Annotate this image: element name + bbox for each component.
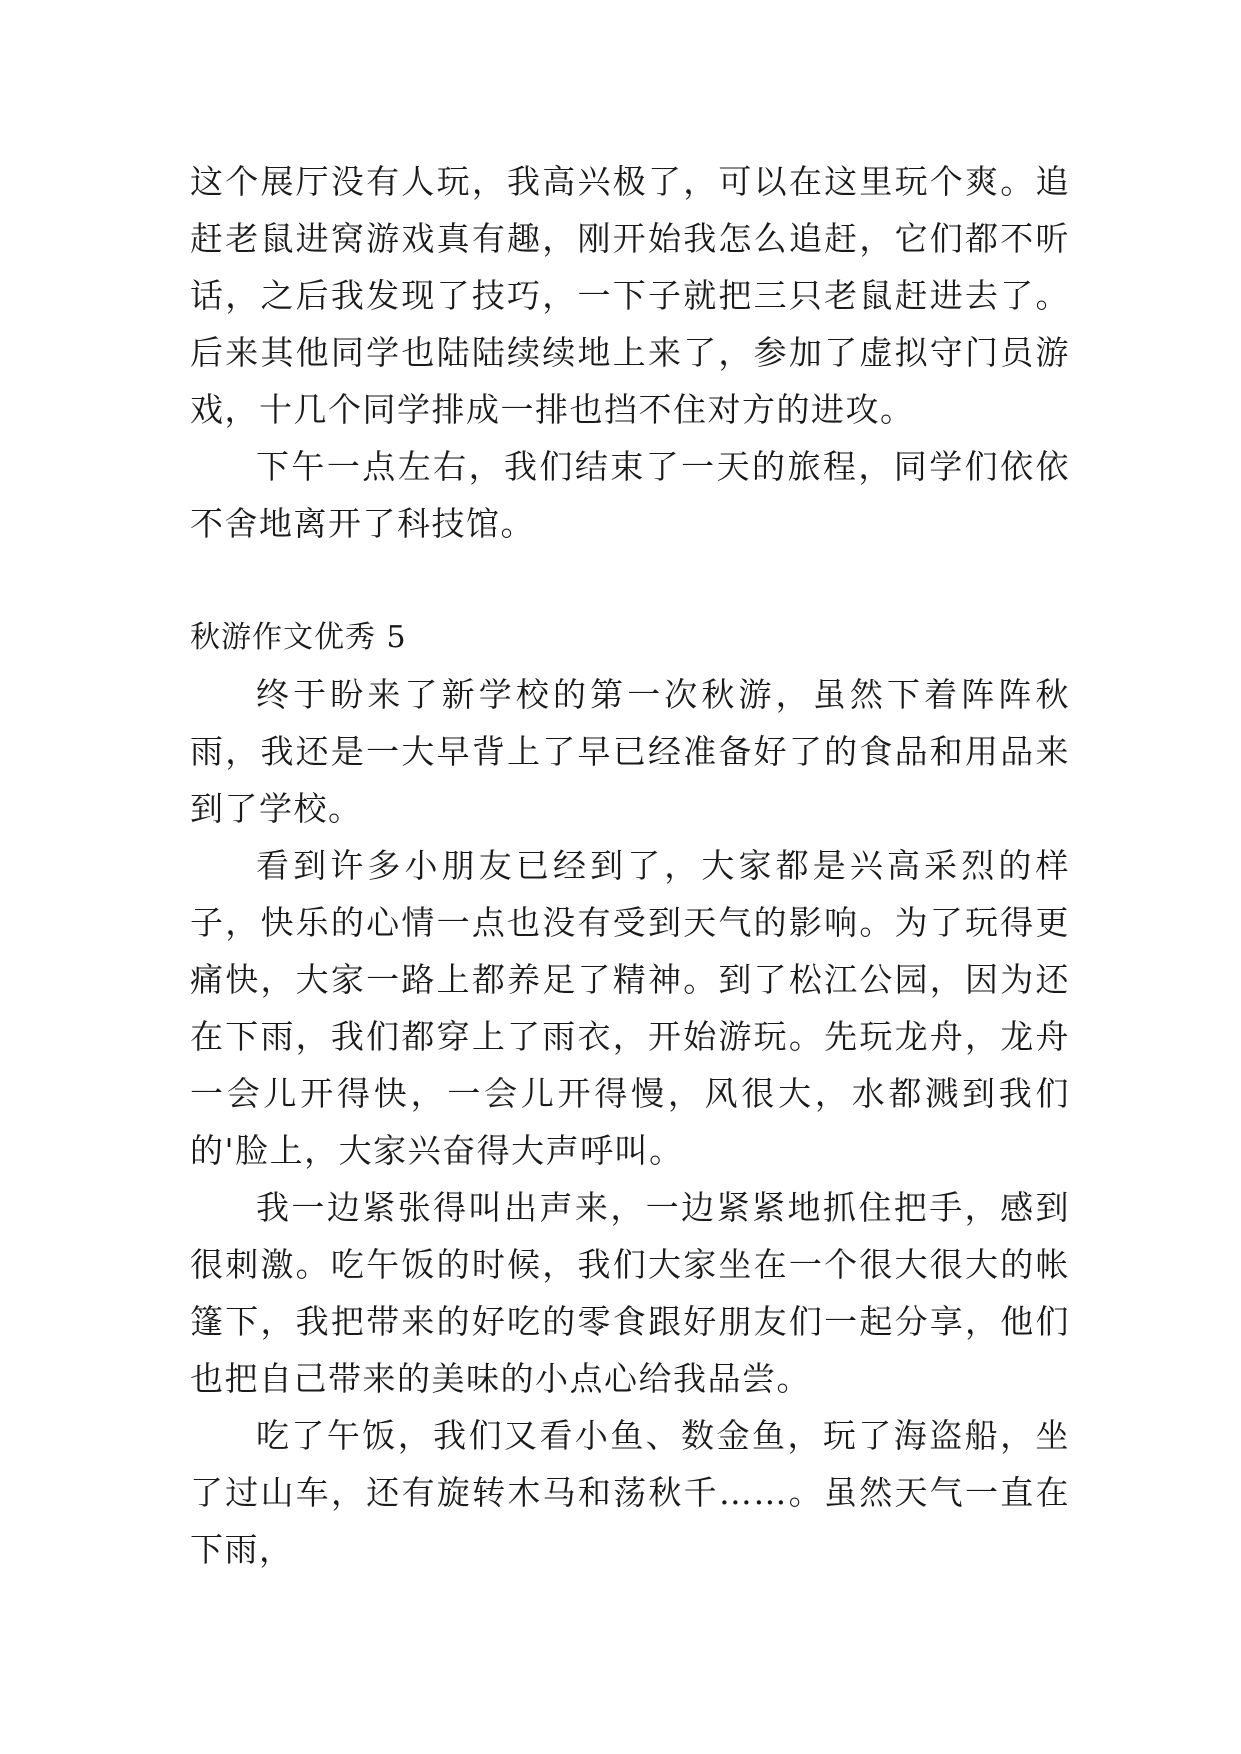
- section-title: 秋游作文优秀 5: [190, 620, 407, 655]
- essay-paragraph-2: 看到许多小朋友已经到了，大家都是兴高采烈的样子，快乐的心情一点也没有受到天气的影响。为了玩得更痛快，大家一路上都养足了精神。到了松江公园，因为还在下雨，我们都穿上了雨衣，开始游玩。先玩龙舟，龙舟一会儿开得快，一会儿开得慢，风很大，水都溅到我们的'脸上，大家兴奋得大声呼叫。: [190, 846, 1070, 1170]
- essay-paragraph-3: 我一边紧张得叫出声来，一边紧紧地抓住把手，感到很刺激。吃午饭的时候，我们大家坐在一个很大很大的帐篷下，我把带来的好吃的零食跟好朋友们一起分享，他们也把自己带来的美味的小点心给我品尝。: [190, 1188, 1070, 1398]
- essay-paragraph-4: 吃了午饭，我们又看小鱼、数金鱼，玩了海盗船，坐了过山车，还有旋转木马和荡秋千……。虽然天气一直在下雨，: [190, 1416, 1070, 1569]
- section-spacer: [190, 552, 1070, 609]
- closing-paragraph: 下午一点左右，我们结束了一天的旅程，同学们依依不舍地离开了科技馆。: [190, 447, 1070, 543]
- continuation-paragraph: 这个展厅没有人玩，我高兴极了，可以在这里玩个爽。追赶老鼠进窝游戏真有趣，刚开始我怎么追赶，它们都不听话，之后我发现了技巧，一下子就把三只老鼠赶进去了。后来其他同学也陆陆续续地上来了，参加了虚拟守门员游戏，十几个同学排成一排也挡不住对方的进攻。: [190, 162, 1070, 429]
- document-body: [190, 153, 1070, 1578]
- essay-paragraph-1: 终于盼来了新学校的第一次秋游，虽然下着阵阵秋雨，我还是一大早背上了早已经准备好了的食品和用品来到了学校。: [190, 675, 1070, 828]
